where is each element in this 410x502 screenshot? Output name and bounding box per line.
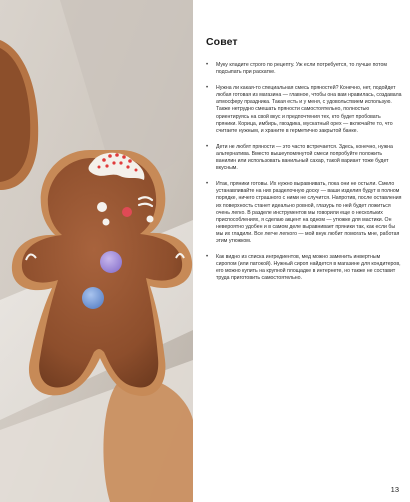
tip-item xyxy=(206,62,402,76)
tips-panel xyxy=(206,36,402,291)
tip-text: Итак, пряники готовы. Их нужно выравнивать, пока они не остыли. Смело устанавливайте на них разделочную доску — ваши изделия будут в полном порядке, ничего страшного с ними не случится. Напротив, после оставления их поверхность станет идеально ровной, глазурь по ней будет ложиться очень легко. В разделе инструментов мы говорили еще о нескольких приспособлениях, я сделаю акцент на одном — утюжке для мастики. Он невероятно удобен и в самом деле выравнивает пряники так, как если бы мы их гладили. Все легче легкого — мой внук любит помогать мне, работая этим утюжком. xyxy=(216,181,402,244)
bullet-icon: • xyxy=(206,181,209,188)
tip-item xyxy=(206,254,402,282)
bullet-icon: • xyxy=(206,62,209,68)
tip-text: Муку кладите строго по рецепту. Уж если потребуется, то лучше потом подсыпать при раскатке. xyxy=(216,62,387,76)
bullet-icon: • xyxy=(206,254,209,261)
page-number: 13 xyxy=(390,485,399,494)
tip-text: Как видно из списка ингредиентов, мед можно заменить инвертным сиропом (или патокой). Нужный сироп найдется в магазине для кондитеров, его можно купить на крупной площадке в интернете, но также не составит труда приготовить самостоятельно. xyxy=(216,254,401,282)
bullet-icon: • xyxy=(206,85,209,92)
tip-item xyxy=(206,85,402,135)
gingerbread-photo xyxy=(0,0,193,502)
tip-item xyxy=(206,181,402,245)
tip-item xyxy=(206,144,402,172)
section-title: Совет xyxy=(206,36,238,48)
tip-text: Нужна ли какая-то специальная смесь пряностей? Конечно, нет, подойдет любая готовая из магазина — главное, чтобы она вам нравилась, создавала атмосферу праздника. Такая есть и у меня, с удовольствием использую. Также нетрудно смешать пряности самостоятельно, полностью ориентируясь на свой вкус и предпочтения тех, кто будет пробовать пряники. Корица, имбирь, гвоздика, мускатный орех — включайте то, что считаете нужным, и храните в герметично закрытой банке. xyxy=(216,85,402,134)
gingerbread-photo-illustration xyxy=(0,0,193,502)
bullet-icon: • xyxy=(206,143,209,150)
tip-text: Дети не любят пряности — это часто встречается. Здесь, конечно, нужна альтернатива. Вместо вышеупомянутой смеси попробуйте положить ванилин или использовать ванильный сахар, такой вариант тоже будет вкусным. xyxy=(216,143,393,172)
